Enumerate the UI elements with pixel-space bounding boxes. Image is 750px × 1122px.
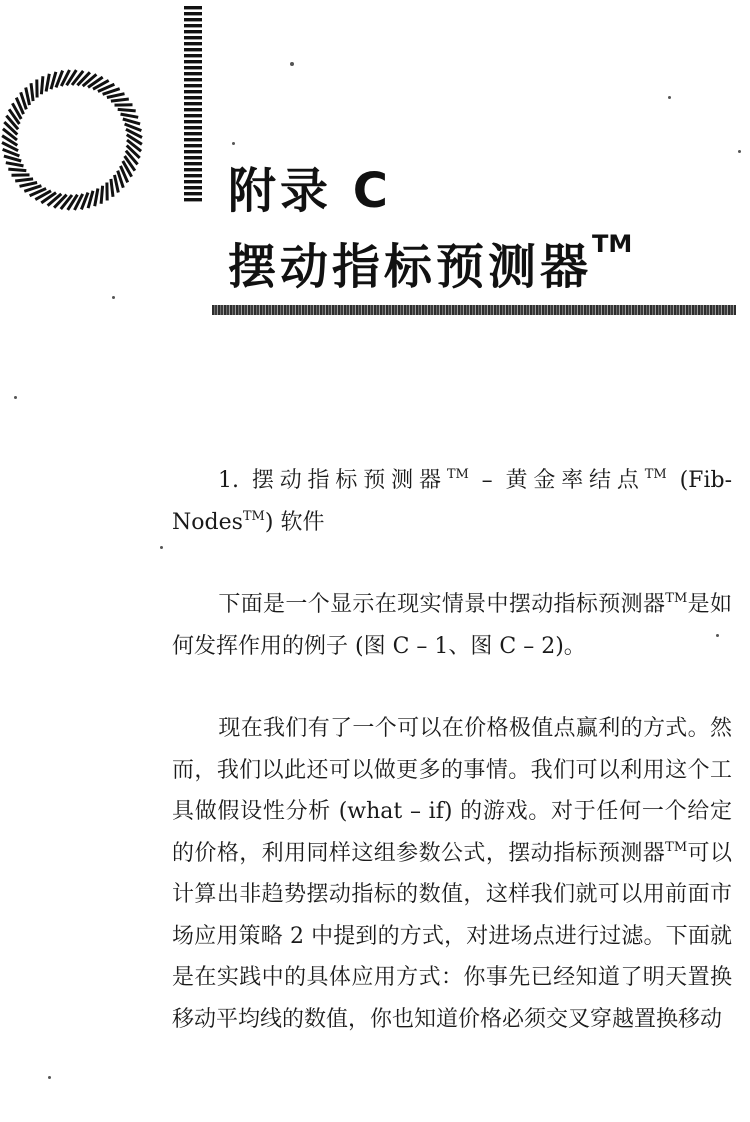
chapter-label: 附录 C: [228, 163, 392, 219]
vbar-tick: [184, 6, 202, 9]
section-heading: 1. 摆动指标预测器™ – 黄金率结点™ (Fib-Nodes™) 软件: [172, 467, 732, 535]
vbar-tick: [184, 186, 202, 189]
scan-speck: [14, 396, 17, 399]
vbar-tick: [184, 162, 202, 165]
vbar-tick: [184, 150, 202, 153]
vbar-tick: [184, 60, 202, 63]
vbar-tick: [184, 90, 202, 93]
decorative-hatched-ring: [0, 62, 180, 242]
vbar-tick: [184, 48, 202, 51]
decorative-vertical-bars: [182, 6, 206, 206]
vbar-tick: [184, 108, 202, 111]
scan-speck: [48, 1076, 51, 1079]
vbar-tick: [184, 36, 202, 39]
chapter-title: 摆动指标预测器™: [228, 230, 633, 295]
vbar-tick: [184, 102, 202, 105]
vbar-tick: [184, 174, 202, 177]
ring-tick: [6, 163, 24, 166]
vbar-tick: [184, 168, 202, 171]
vbar-tick: [184, 192, 202, 195]
vbar-tick: [184, 24, 202, 27]
ring-tick: [20, 183, 38, 187]
vbar-tick: [184, 96, 202, 99]
vbar-tick: [184, 84, 202, 87]
vbar-tick: [184, 12, 202, 15]
vbar-tick: [184, 132, 202, 135]
trademark-mark: TM: [592, 230, 633, 258]
vbar-tick: [184, 138, 202, 141]
vbar-tick: [184, 114, 202, 117]
vbar-tick: [184, 72, 202, 75]
ring-tick: [8, 169, 26, 171]
vbar-tick: [184, 18, 202, 21]
ring-tick: [115, 175, 119, 193]
vbar-tick: [184, 78, 202, 81]
ring-tick: [31, 83, 33, 101]
ring-tick: [111, 179, 113, 197]
ring-tick: [118, 109, 136, 111]
scan-speck: [112, 296, 115, 299]
scan-speck: [290, 62, 294, 66]
scan-speck: [738, 150, 741, 153]
ring-tick: [95, 189, 98, 207]
ring-tick: [121, 114, 139, 117]
paragraph-intro: 下面是一个显示在现实情景中摆动指标预测器™是如何发挥作用的例子 (图 C – 1、图 C – 2)。: [172, 591, 732, 659]
ring-tick: [46, 74, 49, 92]
vbar-tick: [184, 180, 202, 183]
vbar-tick: [184, 144, 202, 147]
paragraph-body: 现在我们有了一个可以在价格极值点赢利的方式。然而，我们以此还可以做更多的事情。我们可以利用这个工具做假设性分析 (what – if) 的游戏。对于任何一个给定的价格，利用同样这组参数公式，摆动指标预测器™可以计算出非趋势摆动指标的数值，这样我们就可以用前面市场应用策略 2 中提到的方式，对进场点进行过滤。下面就是在实践中的具体应用方式：你事先已经知道了明天置换移动平均线的数值，你也知道价格必须交叉穿越置换移动: [172, 716, 732, 1032]
vbar-tick: [184, 30, 202, 33]
vbar-tick: [184, 120, 202, 123]
ring-tick: [41, 76, 43, 94]
scan-speck: [160, 546, 163, 549]
ring-tick: [101, 186, 103, 204]
ring-tick: [26, 88, 30, 106]
ring-tick: [111, 99, 129, 101]
title-rule: [212, 305, 736, 315]
vbar-tick: [184, 42, 202, 45]
vbar-tick: [184, 156, 202, 159]
ring-tick: [15, 179, 33, 181]
scan-speck: [668, 96, 671, 99]
vbar-tick: [184, 66, 202, 69]
vbar-tick: [184, 126, 202, 129]
scan-speck: [232, 142, 235, 145]
ring-tick: [107, 94, 125, 98]
vbar-tick: [184, 54, 202, 57]
scan-speck: [716, 634, 719, 637]
vbar-tick: [184, 198, 202, 201]
